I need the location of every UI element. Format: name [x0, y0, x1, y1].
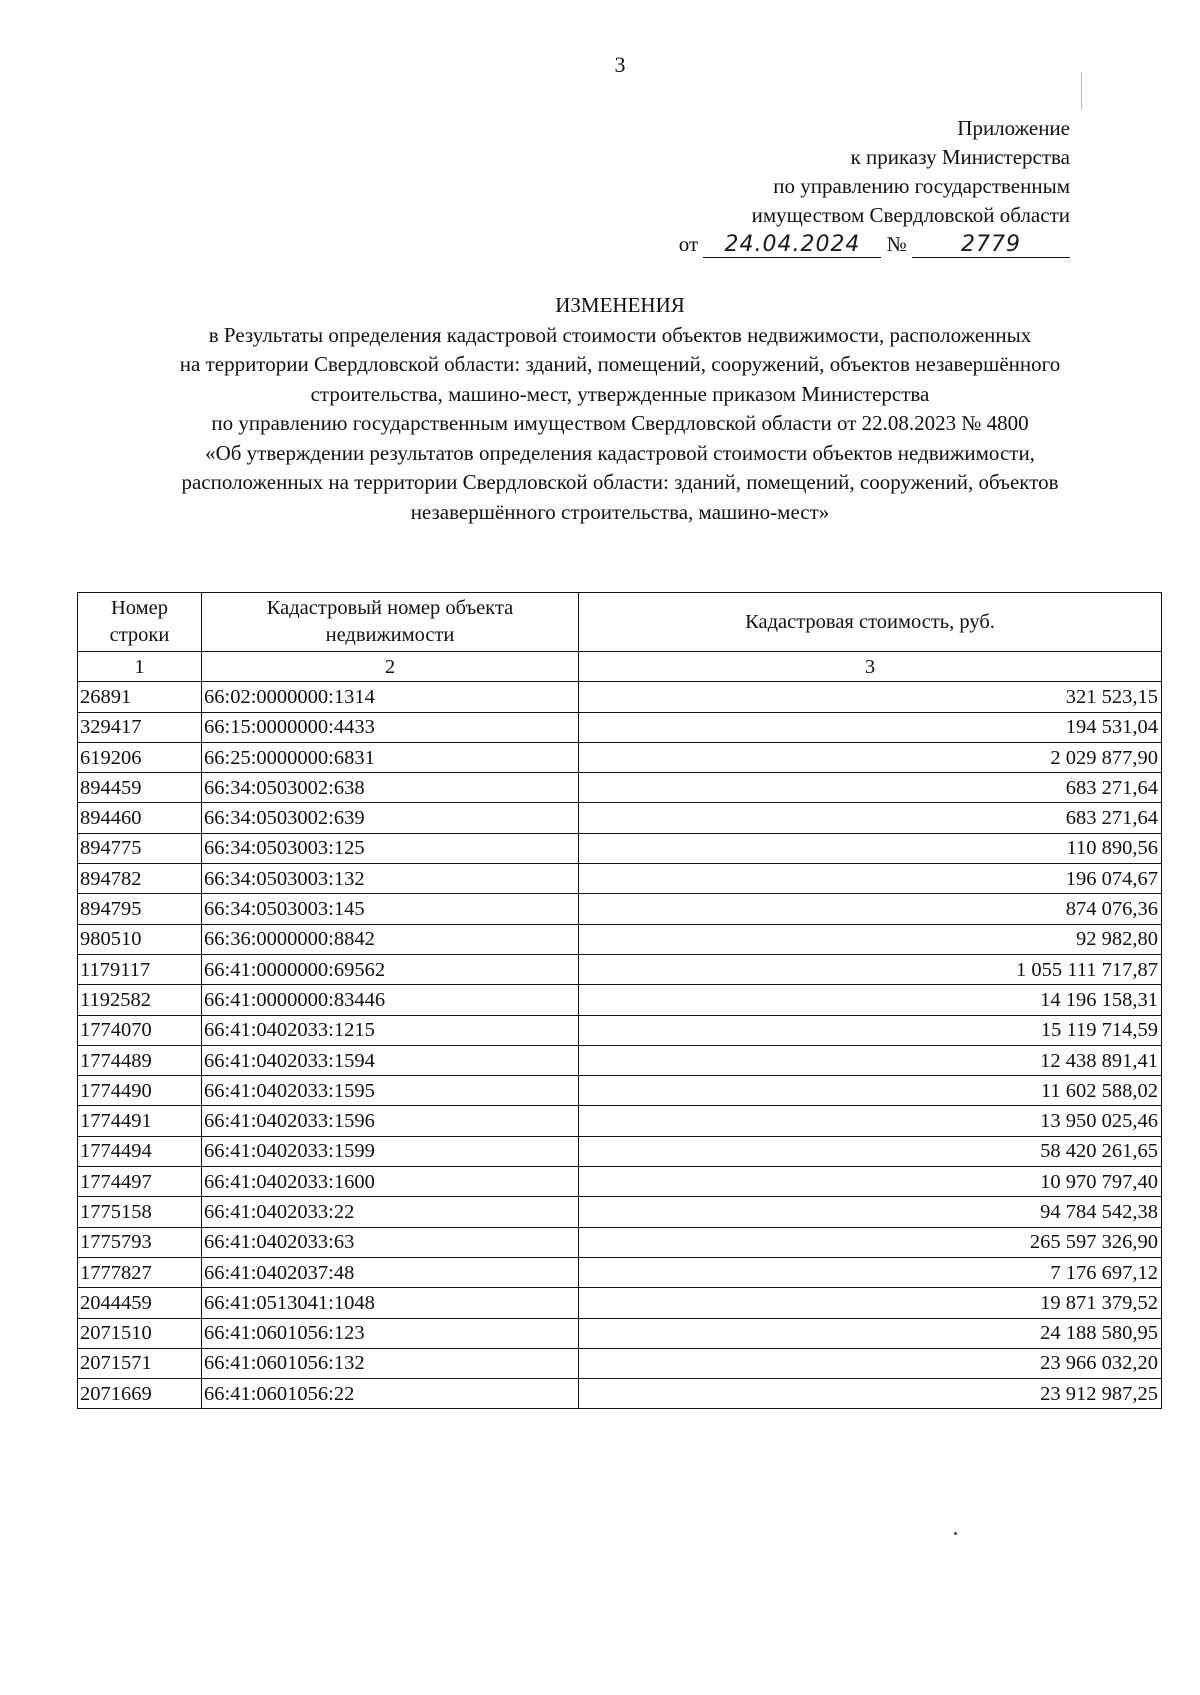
row-number-cell: 1774490 [78, 1076, 202, 1106]
cadastral-number-cell: 66:41:0402033:22 [202, 1197, 579, 1227]
row-number-cell: 894782 [78, 864, 202, 894]
table-row [78, 1318, 1162, 1348]
cadastral-value-cell: 92 982,80 [579, 924, 1162, 954]
row-number-cell: 894795 [78, 894, 202, 924]
cadastral-value-cell: 24 188 580,95 [579, 1318, 1162, 1348]
cadastral-value-cell: 94 784 542,38 [579, 1197, 1162, 1227]
row-number-cell: 1774497 [78, 1167, 202, 1197]
table-header-row [78, 593, 1162, 652]
title-line: «Об утверждении результатов определения кадастровой стоимости объектов недвижимости, [205, 440, 1035, 465]
appendix-line: к приказу Министерства [850, 145, 1070, 169]
table-body [78, 682, 1162, 1409]
cadastral-number-cell: 66:41:0402033:1215 [202, 1015, 579, 1045]
table-row [78, 894, 1162, 924]
cadastral-number-cell: 66:34:0503003:132 [202, 864, 579, 894]
appendix-line: Приложение [957, 116, 1070, 140]
table-row [78, 1257, 1162, 1287]
row-number-cell: 619206 [78, 742, 202, 772]
cadastral-number-cell: 66:36:0000000:8842 [202, 924, 579, 954]
table-row [78, 954, 1162, 984]
cadastral-number-cell: 66:41:0601056:123 [202, 1318, 579, 1348]
row-number-cell: 1774494 [78, 1136, 202, 1166]
cadastral-number-cell: 66:34:0503003:125 [202, 833, 579, 863]
table-column-numbers-row [78, 652, 1162, 682]
row-number-cell: 329417 [78, 712, 202, 742]
cadastral-value-cell: 1 055 111 717,87 [579, 954, 1162, 984]
cadastral-value-cell: 196 074,67 [579, 864, 1162, 894]
row-number-cell: 1192582 [78, 985, 202, 1015]
header-cadastral-value: Кадастровая стоимость, руб. [579, 593, 1162, 652]
cadastral-value-cell: 10 970 797,40 [579, 1167, 1162, 1197]
table-row [78, 773, 1162, 803]
cadastral-number-cell: 66:41:0402033:1599 [202, 1136, 579, 1166]
title-line: расположенных на территории Свердловской области: зданий, помещений, сооружений, объектов [181, 470, 1059, 494]
table-row [78, 864, 1162, 894]
table-row [78, 1227, 1162, 1257]
header-row-number: Номер строки [78, 593, 202, 652]
column-number: 1 [78, 652, 202, 682]
appendix-line: по управлению государственным [773, 174, 1070, 198]
row-number-cell: 2071510 [78, 1318, 202, 1348]
cadastral-value-cell: 23 912 987,25 [579, 1379, 1162, 1409]
cadastral-number-cell: 66:41:0000000:69562 [202, 954, 579, 984]
from-label: от [678, 232, 699, 256]
cadastral-number-cell: 66:02:0000000:1314 [202, 682, 579, 712]
appendix-line: имуществом Свердловской области [751, 203, 1070, 227]
column-number: 2 [202, 652, 579, 682]
cadastral-number-cell: 66:41:0402037:48 [202, 1257, 579, 1287]
cadastral-number-cell: 66:25:0000000:6831 [202, 742, 579, 772]
cadastral-value-cell: 265 597 326,90 [579, 1227, 1162, 1257]
cadastral-number-cell: 66:34:0503003:145 [202, 894, 579, 924]
column-number: 3 [579, 652, 1162, 682]
document-title [70, 291, 1170, 527]
table-row [78, 1015, 1162, 1045]
handwritten-date: 24.04.2024 [703, 233, 881, 258]
cadastral-number-cell: 66:41:0601056:132 [202, 1348, 579, 1378]
title-line: на территории Свердловской области: зданий, помещений, сооружений, объектов незавершённого [179, 352, 1061, 376]
page-number: 3 [614, 52, 626, 77]
row-number-cell: 2071669 [78, 1379, 202, 1409]
title-line: незавершённого строительства, машино-мест» [410, 499, 830, 524]
row-number-cell: 1774070 [78, 1015, 202, 1045]
row-number-cell: 980510 [78, 924, 202, 954]
table-row [78, 1136, 1162, 1166]
title-line: по управлению государственным имуществом Свердловской области от 22.08.2023 № 4800 [211, 411, 1029, 435]
table-row [78, 1348, 1162, 1378]
scan-speck [954, 1532, 957, 1535]
cadastral-value-cell: 13 950 025,46 [579, 1106, 1162, 1136]
cadastral-value-cell: 2 029 877,90 [579, 742, 1162, 772]
row-number-cell: 1775158 [78, 1197, 202, 1227]
cadastral-value-cell: 874 076,36 [579, 894, 1162, 924]
cadastral-number-cell: 66:41:0513041:1048 [202, 1288, 579, 1318]
table-row [78, 1379, 1162, 1409]
table-row [78, 682, 1162, 712]
table-row [78, 712, 1162, 742]
cadastral-value-cell: 7 176 697,12 [579, 1257, 1162, 1287]
row-number-cell: 1774491 [78, 1106, 202, 1136]
cadastral-value-table [77, 592, 1162, 1409]
cadastral-value-cell: 683 271,64 [579, 803, 1162, 833]
title-heading: ИЗМЕНЕНИЯ [555, 293, 685, 317]
row-number-cell: 1777827 [78, 1257, 202, 1287]
header-cadastral-number: Кадастровый номер объекта недвижимости [202, 593, 579, 652]
order-reference [679, 230, 1070, 259]
cadastral-number-cell: 66:41:0000000:83446 [202, 985, 579, 1015]
appendix-block [679, 114, 1070, 259]
row-number-cell: 894460 [78, 803, 202, 833]
row-number-cell: 1775793 [78, 1227, 202, 1257]
table-row [78, 1076, 1162, 1106]
cadastral-number-cell: 66:41:0402033:1600 [202, 1167, 579, 1197]
cadastral-number-cell: 66:41:0402033:1595 [202, 1076, 579, 1106]
table-row [78, 1288, 1162, 1318]
table-row [78, 803, 1162, 833]
row-number-cell: 894775 [78, 833, 202, 863]
cadastral-number-cell: 66:34:0503002:639 [202, 803, 579, 833]
cadastral-number-cell: 66:41:0402033:1596 [202, 1106, 579, 1136]
cadastral-value-cell: 683 271,64 [579, 773, 1162, 803]
cadastral-value-cell: 11 602 588,02 [579, 1076, 1162, 1106]
row-number-cell: 26891 [78, 682, 202, 712]
table-row [78, 742, 1162, 772]
number-label: № [886, 232, 907, 256]
cadastral-value-cell: 321 523,15 [579, 682, 1162, 712]
cadastral-number-cell: 66:41:0402033:63 [202, 1227, 579, 1257]
cadastral-number-cell: 66:41:0402033:1594 [202, 1045, 579, 1075]
row-number-cell: 1774489 [78, 1045, 202, 1075]
cadastral-value-cell: 58 420 261,65 [579, 1136, 1162, 1166]
handwritten-number: 2779 [912, 233, 1070, 258]
cadastral-number-cell: 66:15:0000000:4433 [202, 712, 579, 742]
cadastral-value-cell: 15 119 714,59 [579, 1015, 1162, 1045]
table-row [78, 1106, 1162, 1136]
cadastral-number-cell: 66:41:0601056:22 [202, 1379, 579, 1409]
cadastral-value-cell: 194 531,04 [579, 712, 1162, 742]
cadastral-value-cell: 23 966 032,20 [579, 1348, 1162, 1378]
table-row [78, 1167, 1162, 1197]
cadastral-value-cell: 14 196 158,31 [579, 985, 1162, 1015]
row-number-cell: 894459 [78, 773, 202, 803]
cadastral-number-cell: 66:34:0503002:638 [202, 773, 579, 803]
cadastral-value-cell: 110 890,56 [579, 833, 1162, 863]
title-line: строительства, машино-мест, утвержденные приказом Министерства [310, 381, 930, 406]
table-row [78, 1045, 1162, 1075]
table-row [78, 985, 1162, 1015]
table-row [78, 833, 1162, 863]
table-row [78, 1197, 1162, 1227]
title-line: в Результаты определения кадастровой стоимости объектов недвижимости, расположенных [208, 322, 1032, 347]
row-number-cell: 2044459 [78, 1288, 202, 1318]
cadastral-value-cell: 12 438 891,41 [579, 1045, 1162, 1075]
cadastral-value-cell: 19 871 379,52 [579, 1288, 1162, 1318]
row-number-cell: 2071571 [78, 1348, 202, 1378]
row-number-cell: 1179117 [78, 954, 202, 984]
table-row [78, 924, 1162, 954]
